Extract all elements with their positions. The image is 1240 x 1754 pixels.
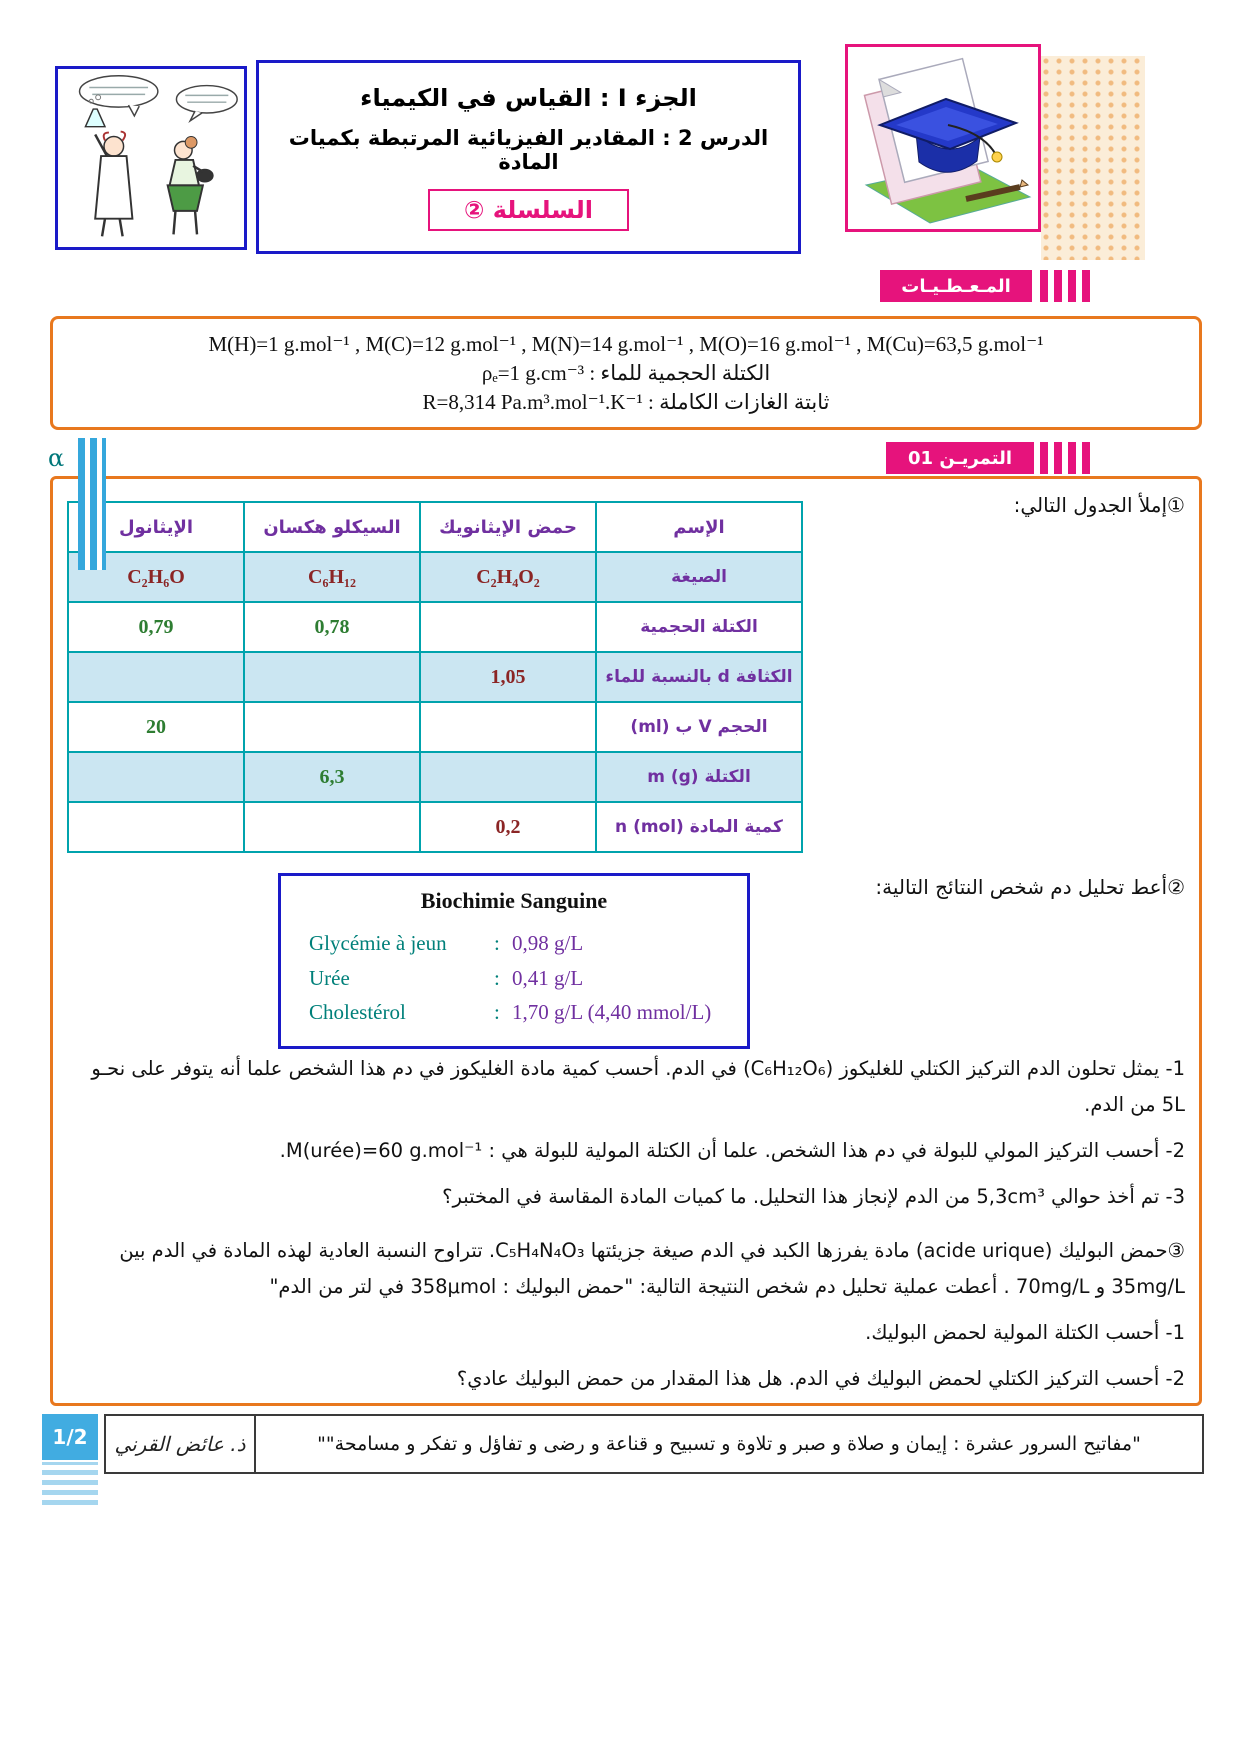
exercise-banner-label: التمريـن 01 — [908, 447, 1012, 469]
series-label: السلسلة ② — [464, 195, 593, 224]
biochem-separator: : — [494, 931, 500, 955]
cell-mass-ethanol — [68, 752, 244, 802]
uric-acid-intro: ③حمض البوليك ‎(acide urique)‎ مادة يفرزها الكبد في الدم صيغة جزيئتها ‎C₅H₄N₄O₃‎. تتراوح النسبة العادية لهذه المادة في الدم بين 35mg/L و 70mg/L . أعطت عملية تحليل دم شخص النتيجة التالية: "حمض البوليك : 358μmol في لتر من الدم" — [119, 1239, 1185, 1299]
blue-stripes-decoration — [78, 438, 106, 570]
col-header-name: الإسم — [596, 502, 802, 552]
data-banner — [880, 270, 1032, 302]
biochem-box — [278, 873, 750, 1049]
page-number-box — [42, 1414, 98, 1460]
table-row-density — [68, 602, 802, 652]
cell-amount-cyclohexane — [244, 802, 420, 852]
header-title-box — [256, 60, 801, 254]
question-3: 3- تم أخذ حوالي 5,3cm³ من الدم لإنجاز هذا التحليل. ما كميات المادة المقاسة في المختبر؟ — [442, 1185, 1185, 1209]
table-header-row — [68, 502, 802, 552]
row-label-volume: الحجم V ب ‎(ml)‎ — [596, 702, 802, 752]
cell-volume-ethanol: 20 — [68, 702, 244, 752]
pattern-strip-decoration — [1041, 56, 1145, 260]
biochem-label: Cholestérol — [309, 1000, 406, 1025]
pink-stripes-decoration — [1040, 442, 1096, 474]
blood-analysis-instruction: ②أعط تحليل دم شخص النتائج التالية: — [875, 875, 1185, 899]
signature: ذ. عائض القرني — [106, 1416, 256, 1472]
cell-mass-ethanoic — [420, 752, 596, 802]
biochem-row-glycemie — [281, 926, 747, 961]
row-label-mass: الكتلة m ‎(g)‎ — [596, 752, 802, 802]
cell-formula-ethanoic: C₂H₄O₂ — [420, 552, 596, 602]
biochem-value: 0,98 g/L — [512, 931, 584, 955]
questions-section — [67, 1051, 1185, 1408]
biochem-row-uree — [281, 961, 747, 996]
table-row-volume — [68, 702, 802, 752]
cell-reldensity-cyclohexane — [244, 652, 420, 702]
header-cartoon-box — [55, 66, 247, 250]
biochem-row-cholesterol — [281, 995, 747, 1030]
exercise-box — [50, 476, 1202, 1406]
course-part-title: الجزء I : القياس في الكيمياء — [360, 83, 697, 112]
row-label-relative-density: الكثافة d بالنسبة للماء — [596, 652, 802, 702]
givens-box — [50, 316, 1202, 430]
course-lesson-title: الدرس 2 : المقادير الفيزيائية المرتبطة بكميات المادة — [288, 126, 769, 174]
given-molar-masses: M(H)=1 g.mol⁻¹ , M(C)=12 g.mol⁻¹ , M(N)=14 g.mol⁻¹ , M(O)=16 g.mol⁻¹ , M(Cu)=63,5 g.mol⁻¹ — [208, 331, 1044, 356]
question-2: 2- أحسب التركيز المولي للبولة في دم هذا الشخص. علما أن الكتلة المولية للبولة هي : ‎M(urée)=60 g.mol⁻¹‎. — [279, 1139, 1185, 1163]
col-header-ethanol: الإيثانول — [68, 502, 244, 552]
row-label-formula: الصيغة — [596, 552, 802, 602]
cell-volume-ethanoic — [420, 702, 596, 752]
cell-density-ethanoic — [420, 602, 596, 652]
biochem-label: Urée — [309, 965, 350, 990]
table-row-relative-density — [68, 652, 802, 702]
row-label-density: الكتلة الحجمية — [596, 602, 802, 652]
graduation-clipart — [848, 47, 1038, 229]
cell-amount-ethanol — [68, 802, 244, 852]
footer-quote: "مفاتيح السرور عشرة : إيمان و صلاة و صبر و تلاوة و تسبيح و قناعة و رضى و تفاؤل و تفكر و مسامحة"" — [317, 1433, 1141, 1455]
given-gas-constant: ثابتة الغازات الكاملة : R=8,314 Pa.m³.mol⁻¹.K⁻¹ — [422, 389, 830, 414]
col-header-ethanoic-acid: حمض الإيثانويك — [420, 502, 596, 552]
given-water-density: الكتلة الحجمية للماء : ρₑ=1 g.cm⁻³ — [481, 360, 771, 385]
uric-subquestion-2: 2- أحسب التركيز الكتلي لحمض البوليك في الدم. هل هذا المقدار من حمض البوليك عادي؟ — [456, 1367, 1185, 1391]
cell-reldensity-ethanol — [68, 652, 244, 702]
footer-quote-box — [104, 1414, 1204, 1474]
cell-density-cyclohexane: 0,78 — [244, 602, 420, 652]
cell-volume-cyclohexane — [244, 702, 420, 752]
page-stripes-decoration — [42, 1462, 98, 1510]
biochem-value: 0,41 g/L — [512, 965, 584, 990]
pink-stripes-decoration — [1040, 270, 1096, 302]
row-label-amount: كمية المادة n ‎(mol)‎ — [596, 802, 802, 852]
biochem-value: 1,70 g/L ‎(4,40 mmol/L)‎ — [512, 1000, 712, 1025]
biochem-label: Glycémie à jeun — [309, 931, 447, 955]
cell-amount-ethanoic: 0,2 — [420, 802, 596, 852]
biochem-separator: : — [494, 1000, 500, 1025]
cartoon-illustration — [58, 69, 244, 247]
clipart-box — [845, 44, 1041, 232]
biochem-separator: : — [494, 965, 500, 990]
uric-subquestion-1: 1- أحسب الكتلة المولية لحمض البوليك. — [865, 1321, 1185, 1345]
col-header-cyclohexane: السيكلو هكسان — [244, 502, 420, 552]
fill-table-instruction: ①إملأ الجدول التالي: — [1013, 493, 1185, 517]
table-row-formula — [68, 552, 802, 602]
data-banner-label: المـعـطـيـات — [901, 275, 1011, 297]
substances-table — [67, 501, 803, 853]
cell-density-ethanol: 0,79 — [68, 602, 244, 652]
alpha-symbol: α — [48, 444, 65, 472]
cell-formula-cyclohexane: C₆H₁₂ — [244, 552, 420, 602]
page-number: 1/2 — [52, 1425, 88, 1449]
table-row-mass — [68, 752, 802, 802]
series-box — [428, 189, 629, 231]
question-1: 1- يمثل تحلون الدم التركيز الكتلي للغليكوز ‎(C₆H₁₂O₆)‎ في الدم. أحسب كمية مادة الغليكوز في دم هذا الشخص علما أنه يتوفر على نحـو 5L من الدم. — [91, 1057, 1185, 1117]
cell-mass-cyclohexane: 6,3 — [244, 752, 420, 802]
table-row-amount — [68, 802, 802, 852]
biochem-title: Biochimie Sanguine — [420, 888, 608, 913]
cell-reldensity-ethanoic: 1,05 — [420, 652, 596, 702]
exercise-banner — [886, 442, 1034, 474]
cell-formula-ethanol: C₂H₆O — [68, 552, 244, 602]
